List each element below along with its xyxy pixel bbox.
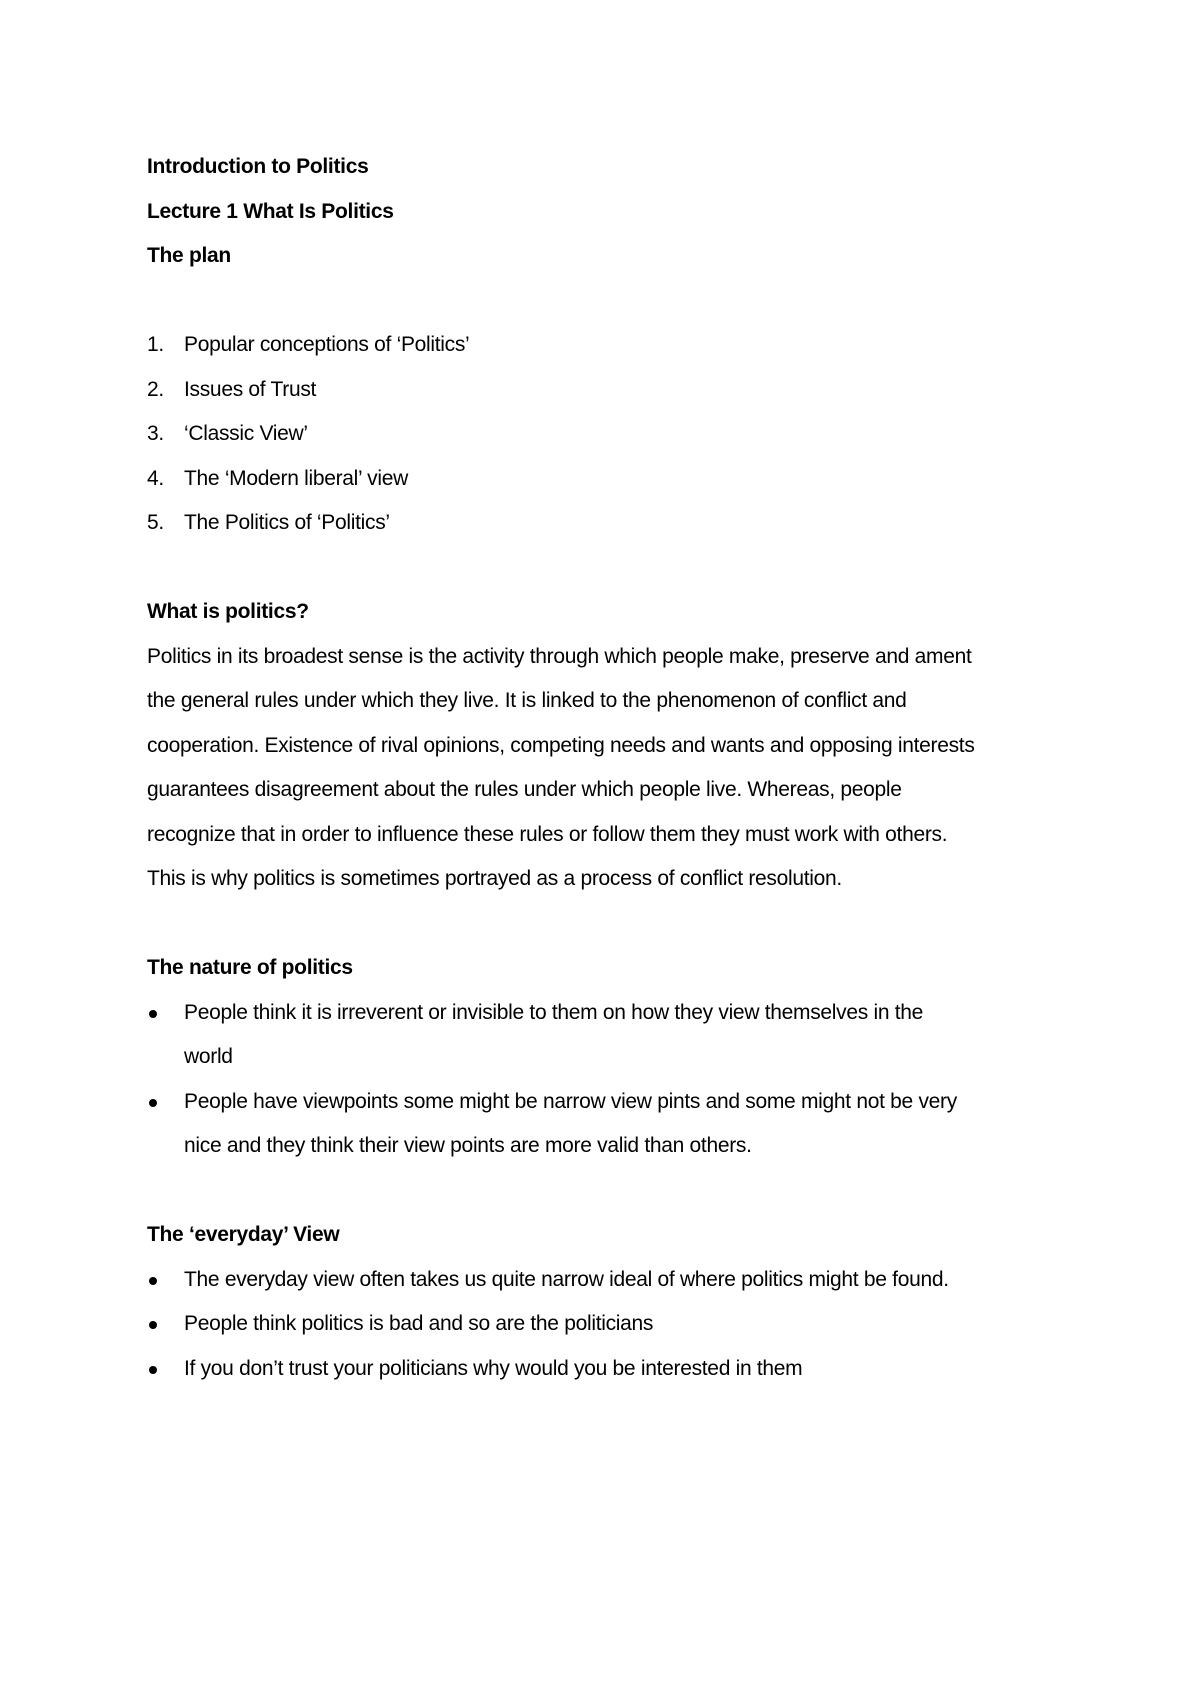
course-title: Introduction to Politics [147, 155, 369, 178]
plan-item [147, 457, 1077, 502]
plan-item-number: 3. [147, 422, 164, 445]
bullet-line: nice and they think their view points are more valid than others. [184, 1134, 752, 1157]
plan-item-number: 5. [147, 511, 164, 534]
plan-item [147, 323, 1077, 368]
bullet-dot-icon [149, 1277, 157, 1285]
section-heading-nature-of-politics: The nature of politics [147, 956, 353, 979]
paragraph-line: Politics in its broadest sense is the activity through which people make, preserve and ament [147, 644, 972, 668]
lecture-title: Lecture 1 What Is Politics [147, 199, 394, 223]
nature-bullet-list [147, 991, 1077, 1169]
bullet-dot-icon [149, 1099, 157, 1107]
plan-item-number: 1. [147, 333, 164, 356]
paragraph-line: guarantees disagreement about the rules under which people live. Whereas, people [147, 778, 902, 801]
paragraph-line: cooperation. Existence of rival opinions, competing needs and wants and opposing interests [147, 733, 975, 757]
spacer [147, 1169, 1077, 1214]
section-heading-everyday-view: The ‘everyday’ View [147, 1223, 340, 1246]
bullet-line: People have viewpoints some might be narrow view pints and some might not be very [184, 1089, 957, 1113]
bullet-line: People think it is irreverent or invisible to them on how they view themselves in the [184, 1000, 924, 1024]
spacer [147, 902, 1077, 947]
plan-item [147, 412, 1077, 457]
bullet-item [147, 1258, 1077, 1303]
definition-paragraph [147, 635, 1077, 902]
bullet-line: If you don’t trust your politicians why would you be interested in them [184, 1356, 803, 1380]
plan-item-number: 2. [147, 377, 164, 401]
plan-item [147, 501, 1077, 546]
spacer [147, 546, 1077, 591]
plan-item-text: The Politics of ‘Politics’ [184, 511, 390, 534]
plan-item [147, 368, 1077, 413]
bullet-dot-icon [149, 1010, 157, 1018]
bullet-dot-icon [149, 1366, 157, 1374]
plan-item-text: ‘Classic View’ [184, 422, 308, 445]
everyday-bullet-list [147, 1258, 1077, 1392]
bullet-dot-icon [149, 1321, 157, 1329]
bullet-item [147, 1302, 1077, 1347]
bullet-line: People think politics is bad and so are the politicians [184, 1312, 654, 1335]
bullet-item [147, 1347, 1077, 1392]
plan-item-number: 4. [147, 466, 164, 490]
document-content [147, 145, 1077, 1391]
bullet-line: The everyday view often takes us quite narrow ideal of where politics might be found. [184, 1267, 949, 1291]
plan-item-text: Popular conceptions of ‘Politics’ [184, 333, 470, 356]
plan-item-text: Issues of Trust [184, 377, 317, 401]
bullet-item [147, 1080, 1077, 1169]
spacer [147, 279, 1077, 324]
plan-heading: The plan [147, 244, 231, 267]
paragraph-line: the general rules under which they live. It is linked to the phenomenon of conflict and [147, 689, 907, 712]
plan-list [147, 323, 1077, 546]
paragraph-line: This is why politics is sometimes portrayed as a process of conflict resolution. [147, 867, 842, 890]
section-heading-what-is-politics: What is politics? [147, 600, 309, 623]
plan-item-text: The ‘Modern liberal’ view [184, 466, 408, 490]
paragraph-line: recognize that in order to influence these rules or follow them they must work with others. [147, 822, 948, 846]
bullet-line: world [184, 1045, 233, 1068]
bullet-item [147, 991, 1077, 1080]
